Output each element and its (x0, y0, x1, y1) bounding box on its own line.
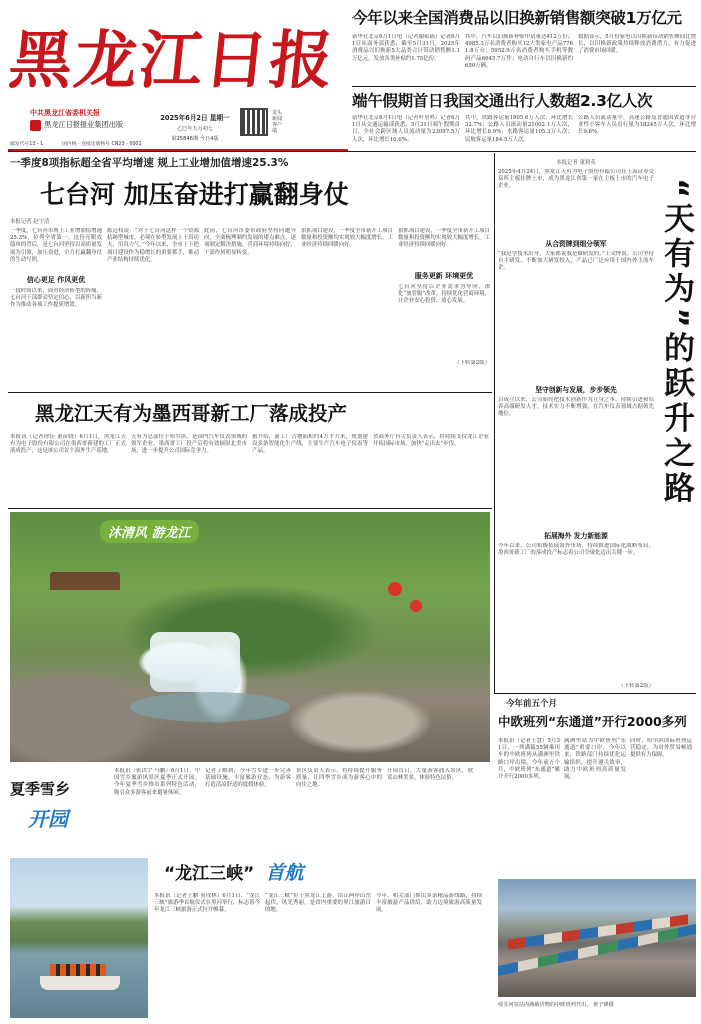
lead-col2: 陈廷权说：“对于七台河这样一个资源枯竭型城市，必须在转型发展上下真功夫、用真力气。”今年以来，全市上下把项目建设作为稳增长的重要抓手，推动产业结构持续优化。 (107, 228, 199, 263)
china-europe-col3: 同时，哈尔滨国际班列运营稳定，为对外贸易畅通提供有力保障。 (630, 738, 692, 759)
commentary-body-2: 自成立以来，公司始终把技术创新作为立身之本，持续引进和培养高端研发人才，技术实力不断增强，在汽车仪表领域占据领先地位。 (498, 397, 654, 418)
divider (352, 86, 696, 87)
lead-col5b: 七台河坚持以企业需求为导向，深化“放管服”改革，持续优化营商环境，让企业安心投资、放心发展。 (398, 284, 490, 305)
commentary-tail: （下转第2版） (618, 683, 654, 689)
lunar-date: 乙巳年五月初七 (176, 126, 214, 132)
top-story-1-headline: 今年以来全国消费品以旧换新销售额突破1万亿元 (352, 9, 682, 27)
column-divider (494, 153, 495, 693)
publisher-logo-icon (30, 120, 41, 131)
summer-col4: 开园首日，大量游客涌入景区，欣赏山林美景，体验特色民俗。 (387, 768, 473, 782)
top-story-1-col3: 数据显示，5月份家电以旧换新带动销售额同比增长，以旧换新政策持续释放消费潜力，有力促进了消费市场回暖。 (578, 34, 696, 55)
mexico-col4: 省商务厅有关负责人表示，将持续支持龙江企业开拓国际市场，加快“走出去”步伐。 (373, 434, 489, 448)
issue-date: 2025年6月2日 星期一 (160, 114, 230, 122)
railway-photo (498, 879, 696, 997)
scenic-photo (10, 512, 490, 762)
lead-subhead-1: 信心更足 作风更优 (26, 276, 86, 284)
summer-col1: 本报讯（张洪宇 马鹏）6月1日，中国雪乡旅游风景区夏季正式开园。今年夏季雪乡推出系列特色活动，吸引众多游客前来避暑休闲。 (114, 768, 200, 796)
publisher: 黑龙江日报报业集团出版 (44, 120, 124, 129)
masthead-title: 黑龙江日报 (5, 23, 339, 97)
lead-byline: 本报记者 赵宇清 (10, 219, 50, 225)
top-story-1-col1: 新华社北京6月1日电（记者谢希瑶）记者6月1日从商务部获悉，截至5月31日，2025年消费品以旧换新5大品类合计带动销售额1.1万亿元，发放各类补贴约1.75亿份。 (352, 34, 460, 62)
party-line: 中共黑龙江省委机关报 (30, 109, 100, 117)
lead-tail: （下转第2版） (454, 360, 490, 366)
summer-col2: 记者了解到，今年雪乡进一步完善基础设施，丰富旅游业态，为游客打造清凉舒适的度假体验。 (205, 768, 291, 789)
lead-col4: 狠抓项目建设，一季度全市新开工项目数量和投资额均实现较大幅度增长，工业经济持续回暖向好。 (301, 228, 393, 249)
lead-col1b: 一段时间以来，面对经济转型的阵痛，七台河干部群众坚定信心，以新担当新作为推动各项工作提质增效。 (10, 288, 102, 309)
commentary-byline: 本报记者 董莉英 (556, 160, 596, 166)
top-story-2-headline: 端午假期首日我国交通出行人数超2.3亿人次 (352, 92, 653, 110)
china-europe-col2: 满洲里站为中欧班列“东通道”重要口岸，今年以来，铁路部门持续优化运输组织，提升通关效率，助力中欧班列高质量发展。 (564, 738, 626, 781)
divider (8, 151, 696, 152)
mexico-story (10, 398, 490, 506)
boat-shape (40, 976, 120, 990)
railway-caption: 绥芬河站站内满载货物的中欧班列开出。 黄子锋摄 (498, 1002, 614, 1008)
mexico-col2: 天有为总部位于哈尔滨，是国内汽车仪表领域的领军企业。墨西哥工厂投产后将有效辐射北美市场，进一步提升公司国际竞争力。 (131, 434, 247, 455)
date-block (150, 112, 240, 148)
lead-headline: 七台河 加压奋进打赢翻身仗 (40, 180, 349, 209)
three-gorges-col3: 今年，相关部门推出多条精品游线路，持续丰富旅游产品供给，助力边境旅游高质量发展。 (376, 893, 482, 914)
commentary (498, 158, 696, 688)
top-story-2-col1: 新华社北京6月1日电（记者叶昊鸣）记者6月1日从交通运输部获悉，5月31日端午假期首日，全社会跨区域人员流动量为23097.5万人次，环比增长10.6%。 (352, 115, 460, 143)
waterfall-shape (150, 632, 240, 692)
pond-shape (130, 692, 290, 722)
summer-title: 夏季雪乡 (10, 780, 71, 798)
divider (8, 392, 492, 393)
three-gorges-photo (10, 858, 148, 1018)
pavilion-shape (50, 572, 120, 590)
lantern-shape (388, 582, 402, 596)
divider (494, 693, 696, 694)
commentary-body-1: “我是学技术出身，大家都说我是做研发的。”王文博说。公司坚持自主研发，不断加大研发投入，产品已广泛应用于国内外主流车企。 (498, 251, 654, 272)
commentary-subhead-2: 坚守创新与发展，步步领先 (535, 386, 617, 394)
three-gorges-col1: 本报讯（记者王鹏 黄玫林）6月1日，“龙江三峡”旅游季首航仪式在黑河举行，标志着今年龙江三峡旅游正式拉开帷幕。 (154, 893, 260, 914)
commentary-subhead-3: 拓展海外 发力新能源 (544, 532, 608, 540)
lead-col1: 一季度，七台河市规上工业增加值增速25.3%，位列全省第一。这份亮眼成绩单的背后，是七台河坚持以高质量发展为引领，加压奋进，全力打赢翻身仗的生动写照。 (10, 228, 102, 263)
mexico-col1: 本报讯（记者徐佳 董彦晓）6月1日，黑龙江天有为电子股份有限公司在墨西哥新建的工厂正式落成投产，这是该公司首个海外生产基地。 (10, 434, 126, 455)
commentary-headline: “天有为”的跃升之路 (658, 178, 694, 507)
china-europe-kicker: 今年前五个月 (506, 699, 558, 709)
mexico-headline: 黑龙江天有为墨西哥新工厂落成投产 (35, 402, 348, 425)
three-gorges-story (154, 858, 490, 1018)
summer-snowtown (10, 768, 490, 854)
china-europe-story (498, 697, 696, 1017)
three-gorges-first-voyage: 首航 (265, 862, 304, 884)
commentary-intro: 2025年4月24日，黑龙江天有为电子股份有限公司在上海证券交易所主板挂牌上市，成为黑龙江省第一家在主板上市的汽车电子企业。 (498, 169, 654, 190)
top-story-2 (352, 89, 696, 149)
postal-code: 邮发代号13 - 1 (10, 142, 44, 147)
scenic-banner-text: 沐清风 游龙江 (108, 526, 191, 541)
top-story-2-col2: 其中，铁路客运量1805.6万人次，环比增长32.7%；公路人员流动量21002.1万人次，环比增长8.9%；水路客运量105.3万人次；民航客运量184.5万人次。 (465, 115, 573, 143)
lead-col5a: 狠抓项目建设，一季度全市新开工项目数量和投资额均实现较大幅度增长，工业经济持续回暖向好。 (398, 228, 490, 249)
summer-open: 开园 (28, 807, 68, 831)
three-gorges-col2: “龙江三峡”位于黑龙江上游，沿江两岸山峦起伏，风光秀丽，是省内重要的界江旅游目的地。 (265, 893, 371, 914)
lead-kicker: 一季度8项指标超全省平均增速 规上工业增加值增速25.3% (10, 157, 289, 169)
commentary-subhead-1: 从合资牌到细分领军 (545, 240, 607, 248)
issue-number: 第25846期 今日4版 (171, 136, 219, 142)
lead-story (10, 155, 490, 391)
lead-subhead-2: 服务更新 环境更优 (414, 272, 474, 280)
scenic-banner (100, 520, 199, 543)
passengers-shape (50, 964, 106, 976)
commentary-body-3: 今年以来，公司积极拓展海外市场，持续推进国际化战略布局，墨西哥新工厂的落成投产标志着公司全球化迈出关键一步。 (498, 543, 654, 557)
summer-col3: 景区负责人表示，将持续提升服务质量，让四季雪乡成为游客心中的向往之地。 (296, 768, 382, 789)
top-story-1-col2: 其中，汽车以旧换新补贴申请量达412万份；4985.3万名消费者购买12大类家电产品7761.8万台；5952.9万名消费者购买手机等数码产品6645.7万件；电动自行车以旧换新约650万辆。 (465, 34, 573, 69)
divider (8, 508, 492, 509)
qr-code-icon[interactable] (240, 108, 268, 136)
mexico-col3: 据介绍，新工厂占地面积约4万平方米，规划建设多条智能化生产线，主要生产汽车电子仪表等产品。 (252, 434, 368, 455)
reg-line: 国内统一连续出版物号 CN23 - 0001 (62, 142, 142, 147)
china-europe-headline: 中欧班列“东通道”开行2000多列 (498, 714, 687, 729)
china-europe-col1: 本报讯（记者王慧）5月31日，一列满载55辆乘用车的中欧班列从满洲里铁路口岸出境。今年前五个月，中欧班列“东通道”累计开行2000多列。 (498, 738, 560, 781)
three-gorges-title: “龙江三峡” (164, 864, 255, 884)
lead-col3: 此前，七台河市委市政府坚持问题导向，全面梳理制约发展的堵点难点，逐项制定解决措施，营商环境持续向好，干部作风明显转变。 (204, 228, 296, 256)
qr-caption: 龙头新闻客户端 (272, 110, 283, 134)
top-story-1 (352, 6, 696, 88)
top-story-2-col3: 公路人员流动量中，高速公路及普通国省道非营业性小客车人员出行量为18245万人次，环比增长9.6%。 (578, 115, 696, 136)
lantern-shape (410, 600, 422, 612)
